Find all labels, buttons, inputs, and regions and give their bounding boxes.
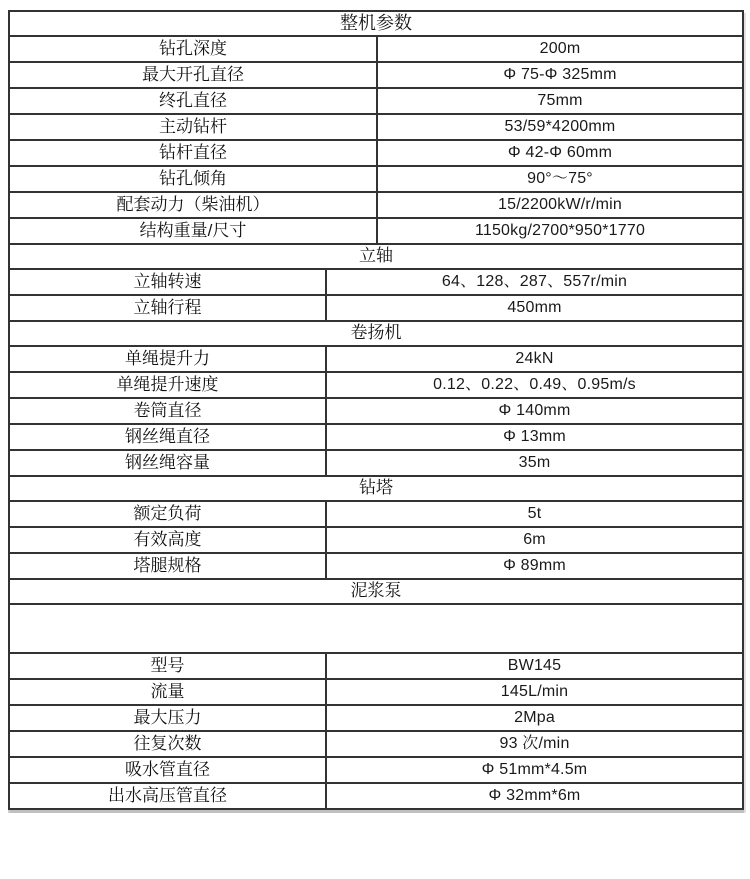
param-label: 主动钻杆	[9, 114, 377, 140]
table-row	[9, 424, 743, 450]
param-label: 卷筒直径	[9, 398, 326, 424]
table-main-title: 整机参数	[9, 11, 743, 36]
param-label: 单绳提升速度	[9, 372, 326, 398]
param-value: 15/2200kW/r/min	[377, 192, 743, 218]
param-label: 钻孔深度	[9, 36, 377, 62]
param-label: 终孔直径	[9, 88, 377, 114]
param-label: 往复次数	[9, 731, 326, 757]
param-value: 75mm	[377, 88, 743, 114]
param-value: 35m	[326, 450, 743, 476]
param-label: 立轴转速	[9, 269, 326, 295]
section-title: 卷扬机	[9, 321, 743, 346]
table-row	[9, 166, 743, 192]
param-label: 塔腿规格	[9, 553, 326, 579]
param-value: Φ 75-Φ 325mm	[377, 62, 743, 88]
param-label: 最大开孔直径	[9, 62, 377, 88]
section-title-row	[9, 579, 743, 604]
param-label: 流量	[9, 679, 326, 705]
param-value: 145L/min	[326, 679, 743, 705]
param-value: BW145	[326, 653, 743, 679]
param-label: 结构重量/尺寸	[9, 218, 377, 244]
section-title: 泥浆泵	[9, 579, 743, 604]
table-row	[9, 783, 743, 809]
param-value: 6m	[326, 527, 743, 553]
param-label: 型号	[9, 653, 326, 679]
param-value: 90°～75°	[377, 166, 743, 192]
spec-table	[8, 10, 744, 810]
table-row	[9, 218, 743, 244]
param-label: 钻杆直径	[9, 140, 377, 166]
param-value: 200m	[377, 36, 743, 62]
empty-spacer-cell	[9, 604, 743, 653]
param-value: Φ 51mm*4.5m	[326, 757, 743, 783]
table-row	[9, 295, 743, 321]
param-value: Φ 42-Φ 60mm	[377, 140, 743, 166]
param-label: 立轴行程	[9, 295, 326, 321]
table-row	[9, 398, 743, 424]
param-value: 5t	[326, 501, 743, 527]
param-value: 2Mpa	[326, 705, 743, 731]
param-value: 24kN	[326, 346, 743, 372]
section-title: 钻塔	[9, 476, 743, 501]
param-value: Φ 89mm	[326, 553, 743, 579]
table-row	[9, 62, 743, 88]
table-row	[9, 372, 743, 398]
table-row	[9, 679, 743, 705]
param-value: Φ 13mm	[326, 424, 743, 450]
param-label: 吸水管直径	[9, 757, 326, 783]
param-label: 出水高压管直径	[9, 783, 326, 809]
section-title-row	[9, 476, 743, 501]
param-value: 1150kg/2700*950*1770	[377, 218, 743, 244]
section-title-row	[9, 244, 743, 269]
table-row	[9, 269, 743, 295]
param-label: 钢丝绳直径	[9, 424, 326, 450]
param-value: 0.12、0.22、0.49、0.95m/s	[326, 372, 743, 398]
param-label: 钻孔倾角	[9, 166, 377, 192]
param-label: 有效高度	[9, 527, 326, 553]
param-value: Φ 140mm	[326, 398, 743, 424]
table-row	[9, 731, 743, 757]
param-value: 450mm	[326, 295, 743, 321]
spec-table-body	[9, 11, 743, 809]
section-title-row	[9, 11, 743, 36]
table-row	[9, 192, 743, 218]
table-row	[9, 705, 743, 731]
table-row	[9, 36, 743, 62]
table-row	[9, 114, 743, 140]
table-row	[9, 450, 743, 476]
param-value: 64、128、287、557r/min	[326, 269, 743, 295]
param-label: 额定负荷	[9, 501, 326, 527]
param-label: 钢丝绳容量	[9, 450, 326, 476]
param-label: 单绳提升力	[9, 346, 326, 372]
table-row	[9, 346, 743, 372]
table-row	[9, 553, 743, 579]
param-value: 93 次/min	[326, 731, 743, 757]
table-row	[9, 140, 743, 166]
section-title-row	[9, 321, 743, 346]
section-title: 立轴	[9, 244, 743, 269]
empty-spacer-row	[9, 604, 743, 653]
param-value: 53/59*4200mm	[377, 114, 743, 140]
table-row	[9, 653, 743, 679]
table-row	[9, 501, 743, 527]
param-label: 最大压力	[9, 705, 326, 731]
param-label: 配套动力（柴油机）	[9, 192, 377, 218]
table-row	[9, 527, 743, 553]
table-row	[9, 88, 743, 114]
param-value: Φ 32mm*6m	[326, 783, 743, 809]
table-row	[9, 757, 743, 783]
